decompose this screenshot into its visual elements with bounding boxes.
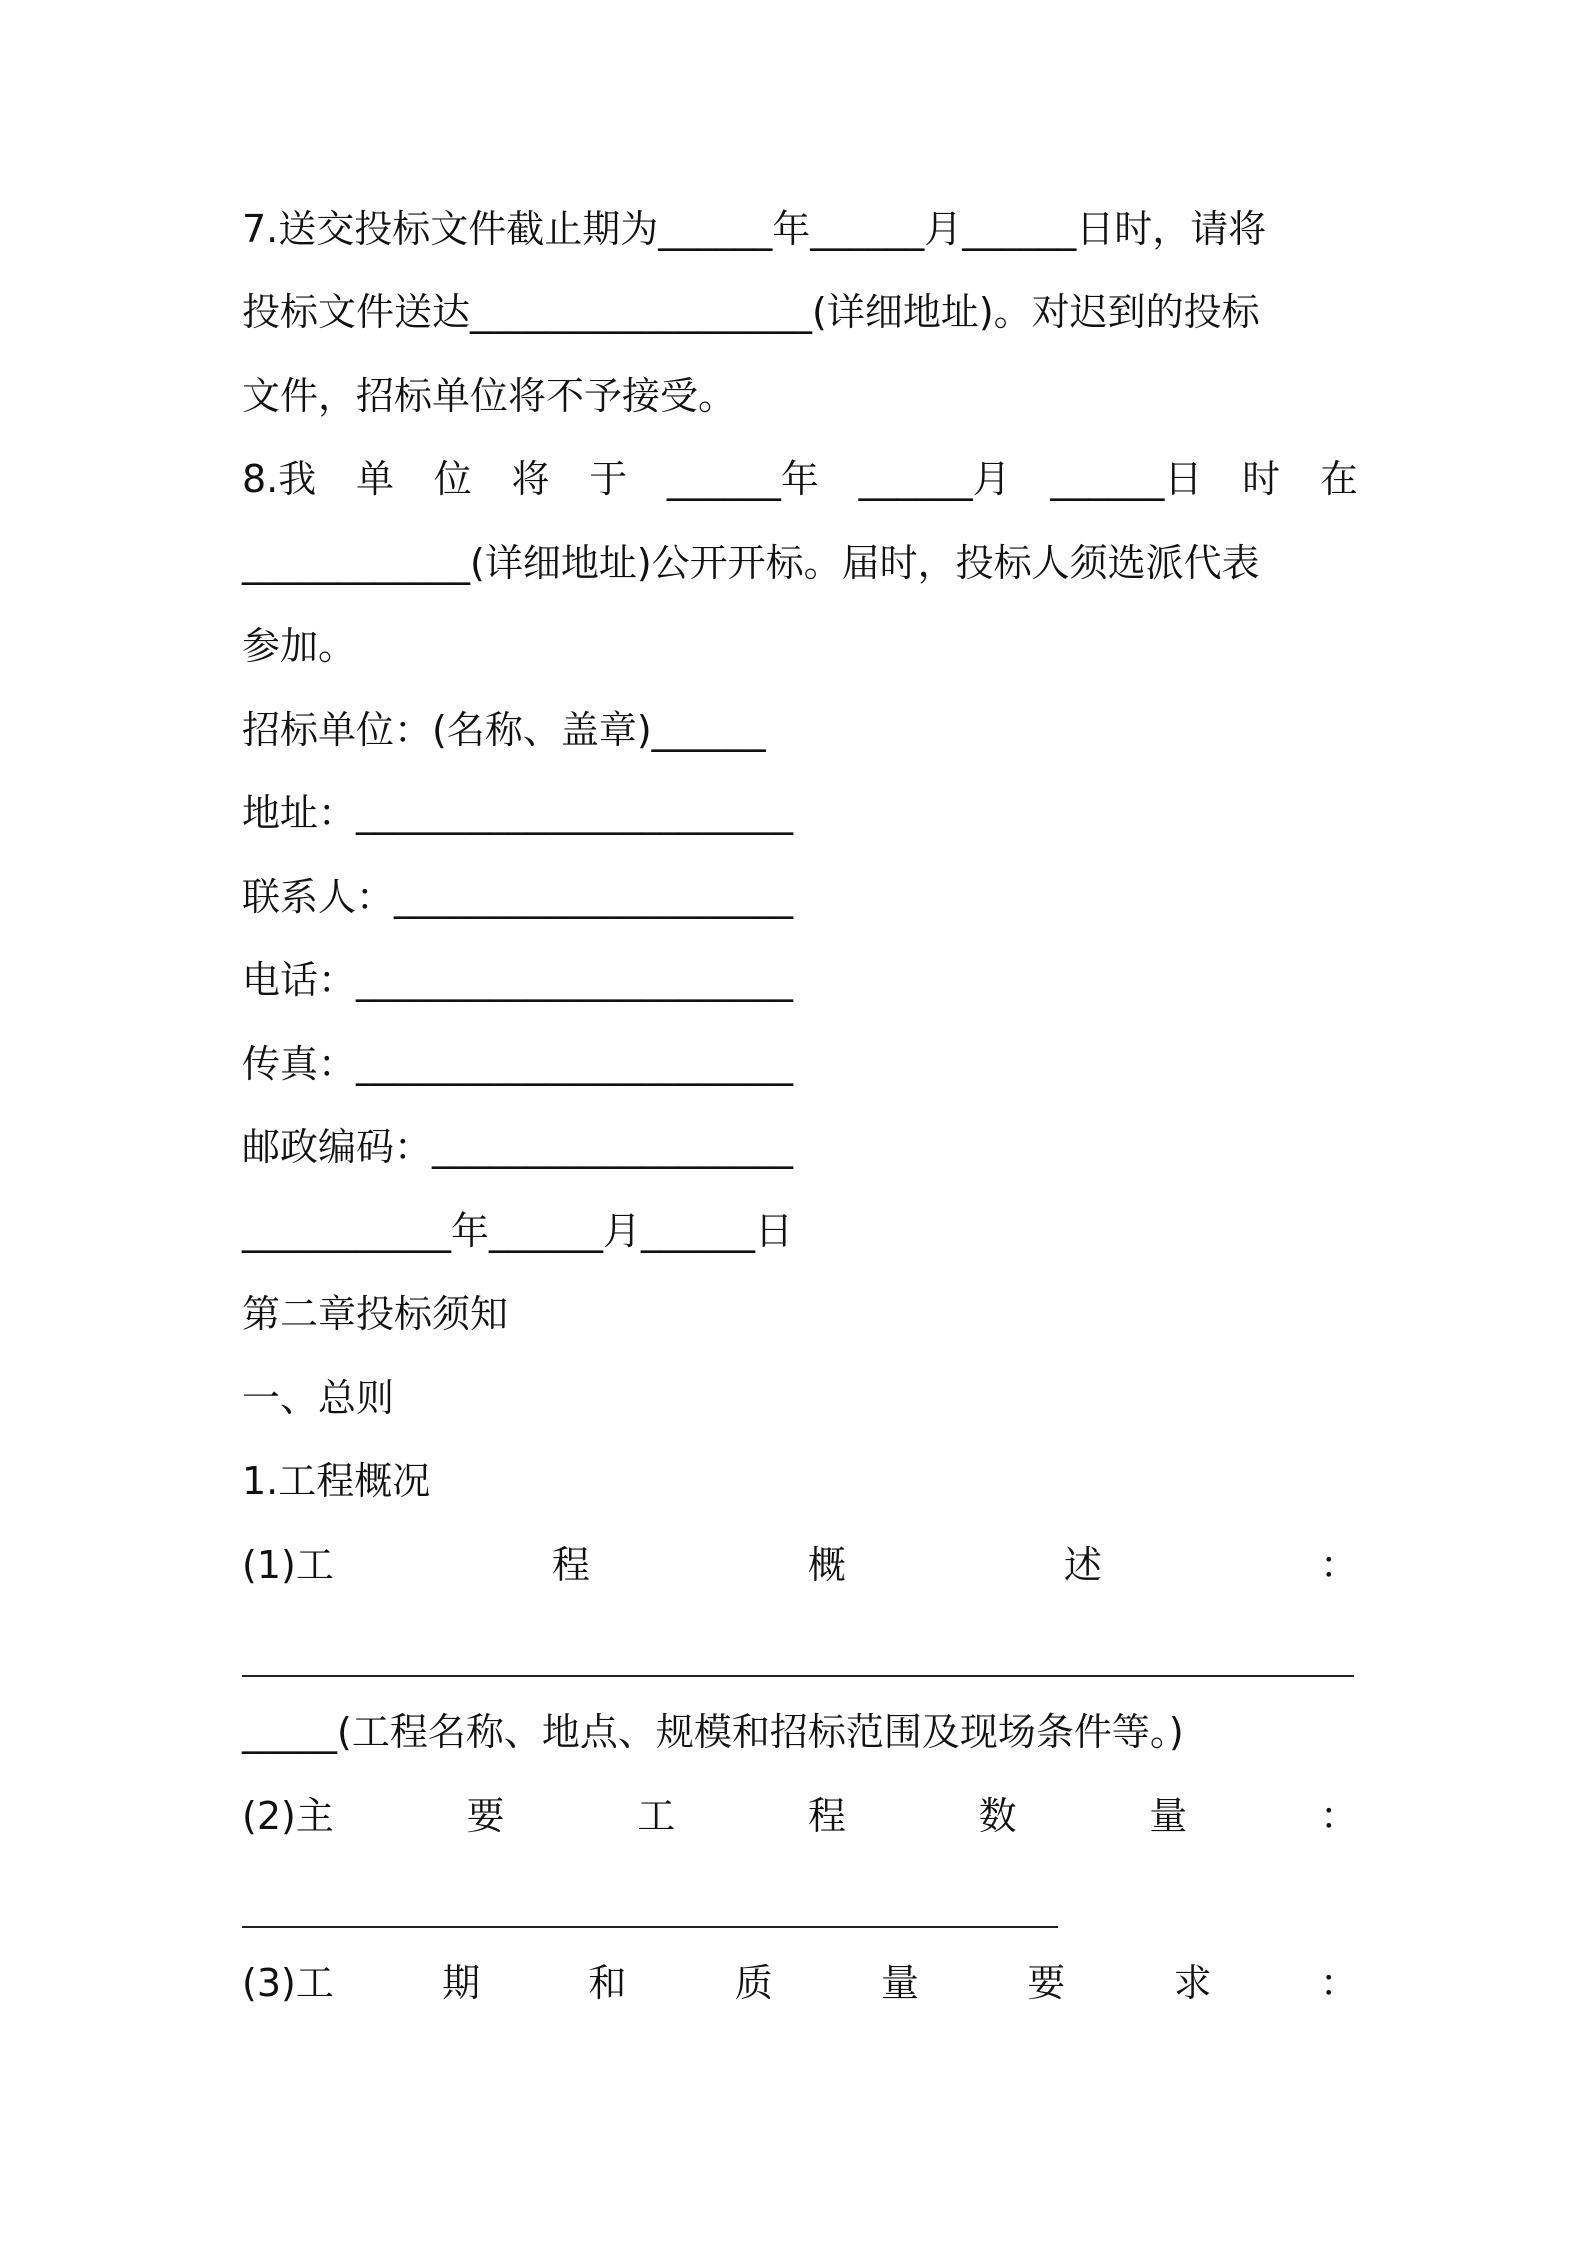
- clause-8-word: 时: [1242, 457, 1281, 501]
- address-field: 地址：_______________________: [242, 791, 794, 835]
- clause-8-word: 单: [355, 457, 394, 501]
- phone-field: 电话：_______________________: [242, 958, 794, 1002]
- chapter-2-heading: 第二章投标须知: [242, 1292, 509, 1336]
- fax-field: 传真：_______________________: [242, 1042, 794, 1086]
- item-1-heading: 1.工程概况: [242, 1459, 431, 1503]
- item-1-3-word: 要: [1027, 1961, 1066, 2005]
- item-1-2-word: 工: [637, 1794, 676, 1838]
- item-1-2-word: 程: [807, 1794, 846, 1838]
- clause-8-line-3: 参加。: [242, 624, 357, 668]
- section-general-heading: 一、总则: [242, 1376, 395, 1420]
- clause-8-word: ______月: [858, 457, 1011, 501]
- item-1-3-word: ：: [1319, 1961, 1358, 2005]
- clause-8-word: 于: [589, 457, 628, 501]
- clause-7-line-2: 投标文件送达__________________(详细地址)。对迟到的投标: [242, 290, 1260, 334]
- item-1-2-word: (2)主: [242, 1794, 334, 1838]
- clause-7-line-3: 文件，招标单位将不予接受。: [242, 374, 737, 418]
- clause-8-word: 8.我: [242, 457, 317, 501]
- postal-code-field: 邮政编码：___________________: [242, 1125, 794, 1169]
- item-1-3-line: [242, 1959, 1358, 2007]
- date-field: ___________年______月______日: [242, 1209, 794, 1253]
- clause-8-word: ______年: [666, 457, 819, 501]
- blank-underline-full: [242, 1675, 1354, 1677]
- tenderer-name-field: 招标单位：(名称、盖章)______: [242, 708, 766, 752]
- item-1-2-line: [242, 1792, 1358, 1840]
- item-1-3-word: 求: [1173, 1961, 1212, 2005]
- item-1-1-word: 述: [1063, 1543, 1102, 1587]
- item-1-3-word: 量: [881, 1961, 920, 2005]
- item-1-1-line: [242, 1541, 1358, 1589]
- item-1-1-description: _____(工程名称、地点、规模和招标范围及现场条件等。): [242, 1710, 1184, 1754]
- item-1-3-word: 期: [442, 1961, 481, 2005]
- item-1-2-word: 要: [466, 1794, 505, 1838]
- item-1-1-word: 概: [807, 1543, 846, 1587]
- item-1-2-word: ：: [1319, 1794, 1358, 1838]
- item-1-1-word: ：: [1319, 1543, 1358, 1587]
- clause-8-line-2: ____________(详细地址)公开开标。届时，投标人须选派代表: [242, 541, 1260, 585]
- item-1-3-word: 质: [734, 1961, 773, 2005]
- item-1-3-word: 和: [588, 1961, 627, 2005]
- contact-person-field: 联系人：_____________________: [242, 875, 794, 919]
- clause-8-word: 在: [1319, 457, 1358, 501]
- clause-8-word: 位: [433, 457, 472, 501]
- clause-8-word: ______日: [1050, 457, 1203, 501]
- item-1-2-word: 数: [978, 1794, 1017, 1838]
- item-1-3-word: (3)工: [242, 1961, 334, 2005]
- clause-8-word: 将: [511, 457, 550, 501]
- blank-underline-partial: [242, 1926, 1058, 1928]
- item-1-1-word: (1)工: [242, 1543, 334, 1587]
- item-1-1-word: 程: [551, 1543, 590, 1587]
- clause-7-line-1: 7.送交投标文件截止期为______年______月______日时，请将: [242, 207, 1267, 251]
- item-1-2-word: 量: [1149, 1794, 1188, 1838]
- clause-8-line-1: [242, 455, 1358, 503]
